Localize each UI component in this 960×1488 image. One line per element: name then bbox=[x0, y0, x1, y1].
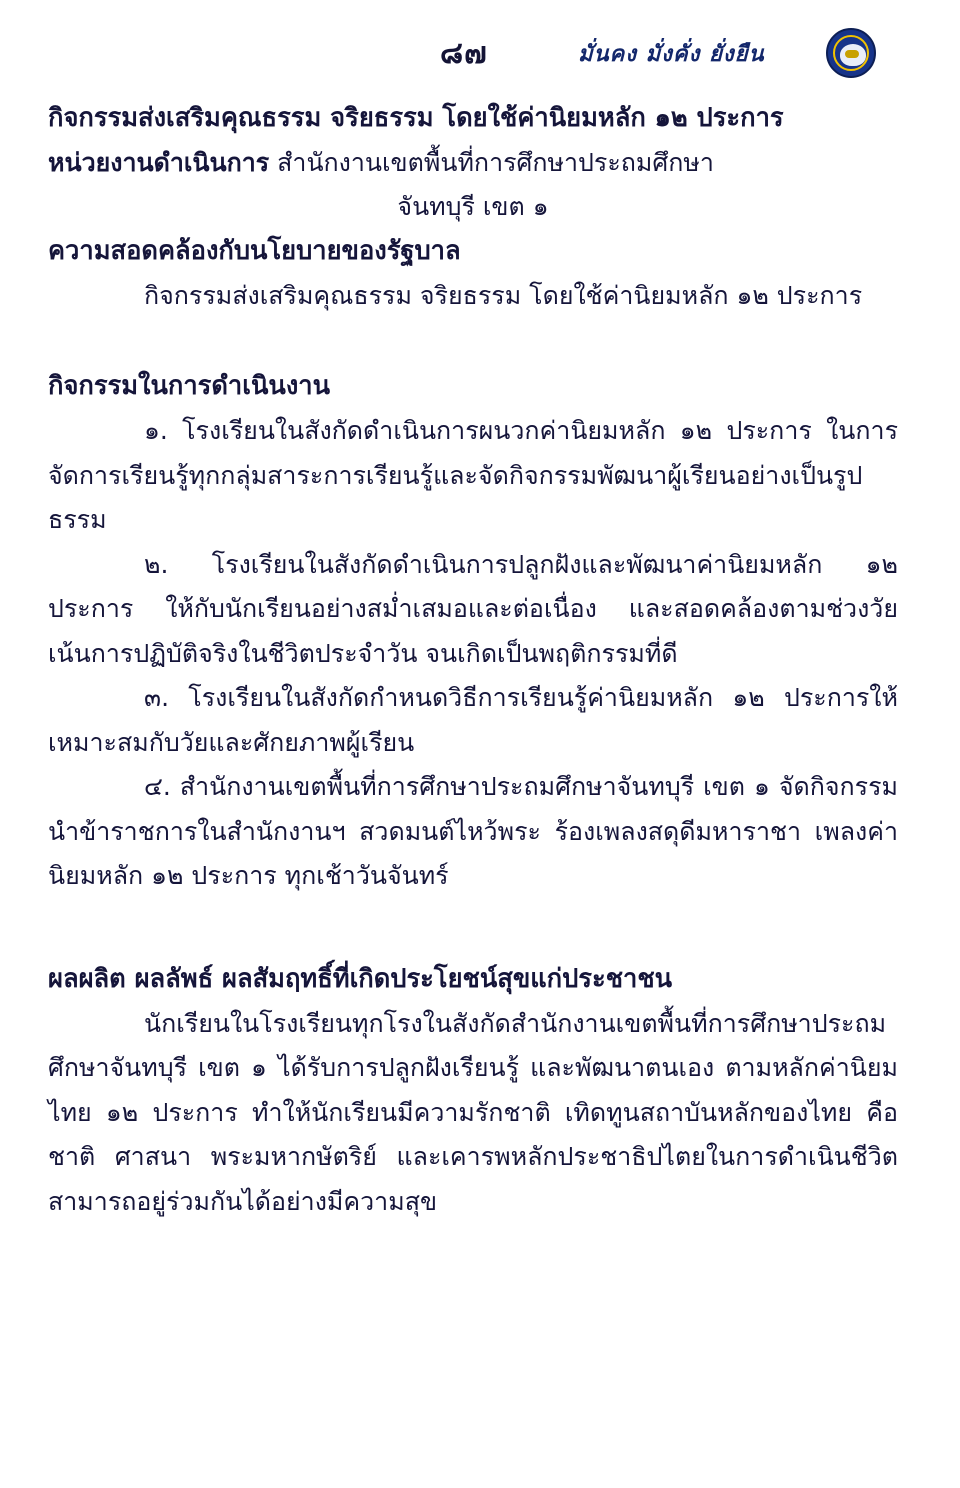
document-content bbox=[0, 96, 960, 1224]
activity-item-4: ๔. สำนักงานเขตพื้นที่การศึกษาประถมศึกษาจันทบุรี เขต ๑ จัดกิจกรรมนำข้าราชการในสำนักงานฯ สวดมนต์ไหว้พระ ร้องเพลงสดุดีมหาราชา เพลงค่านิยมหลัก ๑๒ ประการ ทุกเช้าวันจันทร์ bbox=[48, 772, 898, 891]
slogan-text: มั่นคง มั่งคั่ง ยั่งยืน bbox=[578, 42, 765, 67]
spacer bbox=[48, 899, 898, 957]
agency-value: สำนักงานเขตพื้นที่การศึกษาประถมศึกษา bbox=[277, 147, 714, 177]
document-title: กิจกรรมส่งเสริมคุณธรรม จริยธรรม โดยใช้ค่านิยมหลัก ๑๒ ประการ bbox=[48, 103, 784, 133]
emblem-core bbox=[840, 44, 866, 66]
policy-heading: ความสอดคล้องกับนโยบายของรัฐบาล bbox=[48, 235, 461, 266]
agency-value-line2: จันทบุรี เขต ๑ bbox=[397, 191, 549, 221]
page-header bbox=[0, 0, 960, 96]
government-emblem-icon bbox=[826, 28, 876, 78]
activity-item-3: ๓. โรงเรียนในสังกัดกำหนดวิธีการเรียนรู้ค่านิยมหลัก ๑๒ ประการให้เหมาะสมกับวัยและศักยภาพผู้เรียน bbox=[48, 683, 898, 757]
activities-heading: กิจกรรมในการดำเนินงาน bbox=[48, 371, 331, 402]
agency-line bbox=[48, 141, 898, 185]
agency-label: หน่วยงานดำเนินการ bbox=[48, 147, 270, 177]
outcome-text: นักเรียนในโรงเรียนทุกโรงในสังกัดสำนักงานเขตพื้นที่การศึกษาประถมศึกษาจันทบุรี เขต ๑ ได้รับการปลูกฝังเรียนรู้ และพัฒนาตนเอง ตามหลักค่านิยมไทย ๑๒ ประการ ทำให้นักเรียนมีความรักชาติ เทิดทูนสถาบันหลักของไทย คือ ชาติ ศาสนา พระมหากษัตริย์ และเคารพหลักประชาธิปไตยในการดำเนินชีวิต สามารถอยู่ร่วมกันได้อย่างมีความสุข bbox=[48, 1008, 898, 1216]
activity-item-1: ๑. โรงเรียนในสังกัดดำเนินการผนวกค่านิยมหลัก ๑๒ ประการ ในการจัดการเรียนรู้ทุกกลุ่มสาระการเรียนรู้และจัดกิจกรรมพัฒนาผู้เรียนอย่างเป็นรูปธรรม bbox=[48, 416, 898, 535]
spacer bbox=[48, 318, 898, 364]
activity-item-2: ๒. โรงเรียนในสังกัดดำเนินการปลูกฝังและพัฒนาค่านิยมหลัก ๑๒ ประการ ให้กับนักเรียนอย่างสม่ำเสมอและต่อเนื่อง และสอดคล้องตามช่วงวัย เน้นการปฏิบัติจริงในชีวิตประจำวัน จนเกิดเป็นพฤติกรรมที่ดี bbox=[48, 549, 898, 668]
page-number: ๘๗ bbox=[440, 36, 488, 71]
policy-text: กิจกรรมส่งเสริมคุณธรรม จริยธรรม โดยใช้ค่านิยมหลัก ๑๒ ประการ bbox=[144, 280, 863, 310]
outcome-heading: ผลผลิต ผลลัพธ์ ผลสัมฤทธิ์ที่เกิดประโยชน์สุขแก่ประชาชน bbox=[48, 963, 673, 994]
